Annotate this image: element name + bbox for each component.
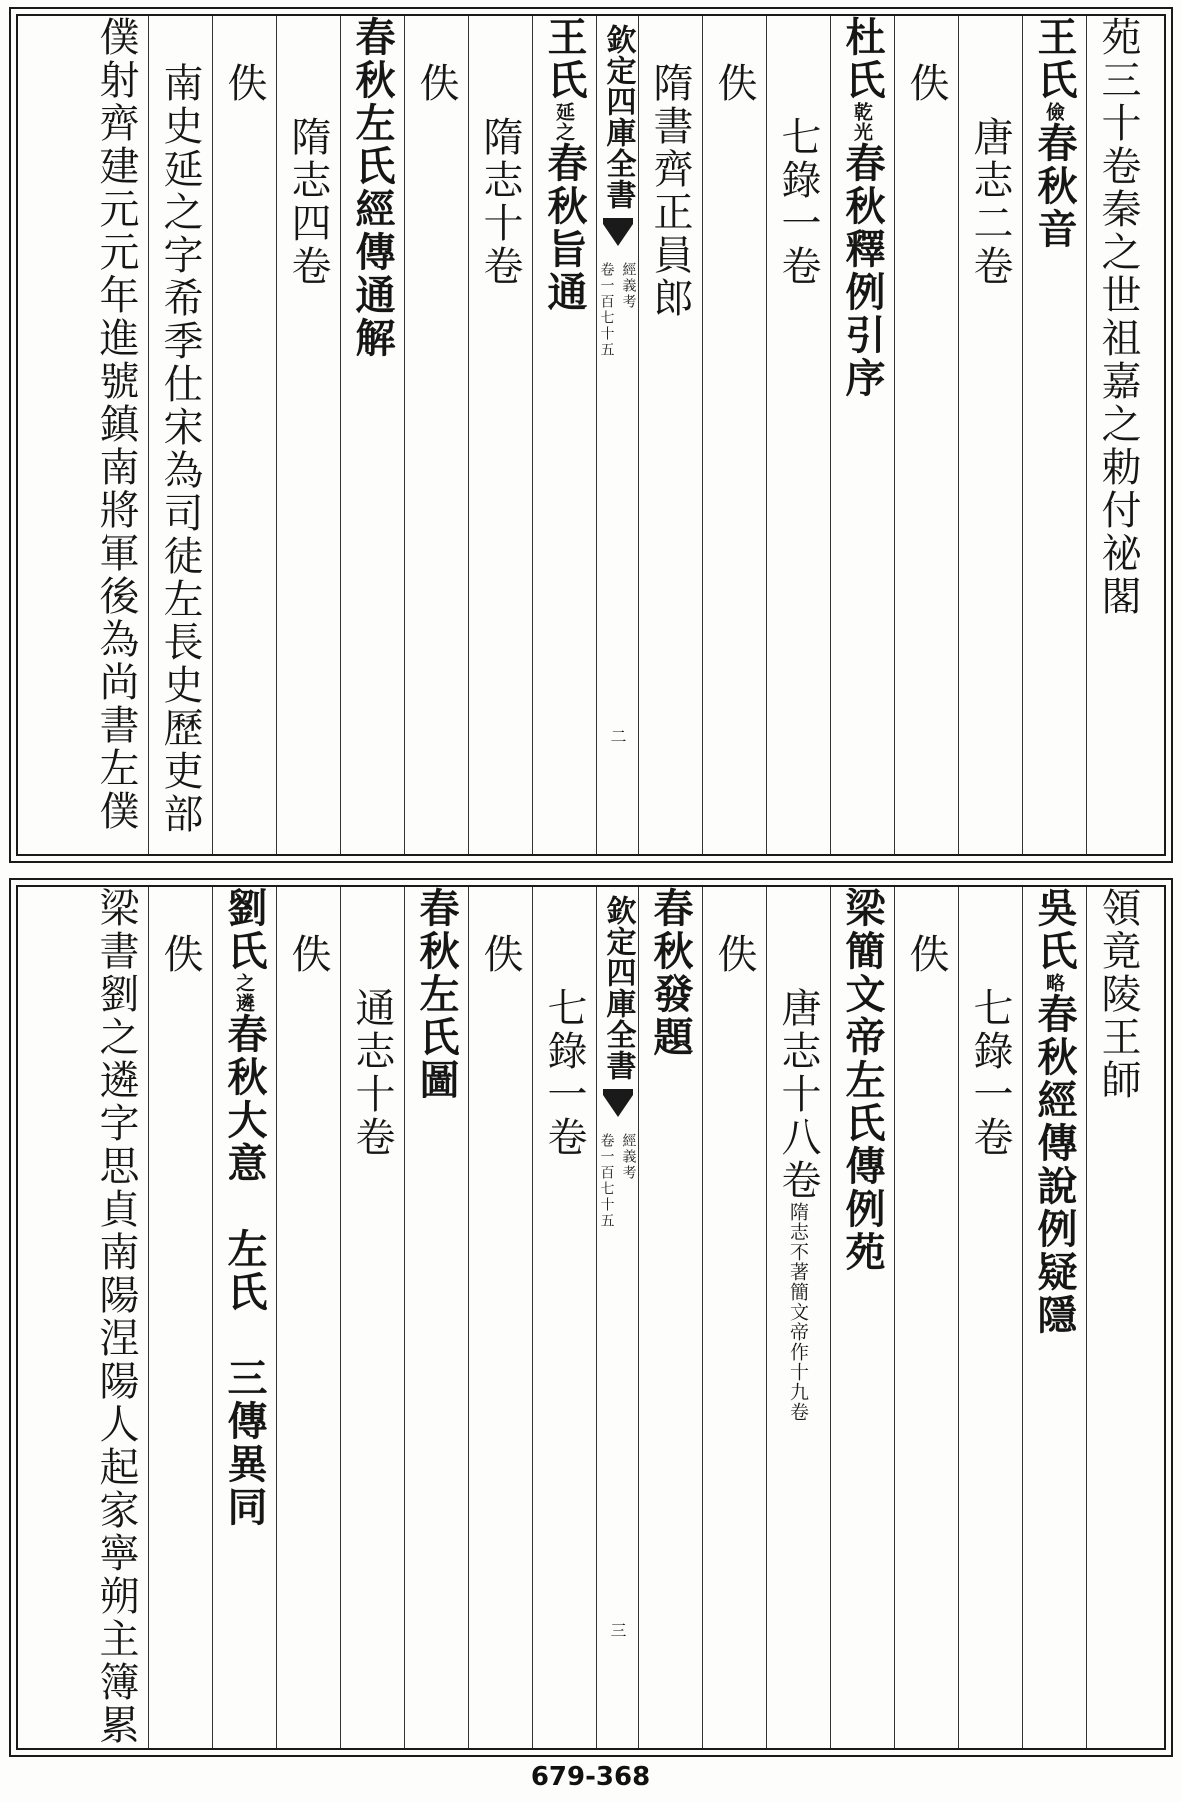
book-reference: 經義考 bbox=[620, 262, 637, 310]
center-fold bbox=[596, 16, 638, 854]
text-column bbox=[766, 16, 830, 854]
column-text: 佚 bbox=[477, 933, 523, 976]
top-page-columns bbox=[18, 16, 1164, 854]
fishtail-mark-icon bbox=[601, 216, 635, 252]
author-name: 杜氏 bbox=[839, 16, 886, 102]
column-text: 唐志十八卷 bbox=[775, 987, 821, 1202]
text-column bbox=[532, 887, 596, 1748]
center-reference bbox=[597, 1133, 639, 1229]
text-column bbox=[958, 887, 1022, 1748]
text-column bbox=[148, 887, 212, 1748]
column-text: 佚 bbox=[903, 933, 949, 976]
title-column bbox=[1022, 16, 1086, 854]
column-text: 隋志十卷 bbox=[477, 116, 523, 288]
text-column bbox=[404, 16, 468, 854]
column-text: 唐志二卷 bbox=[967, 116, 1013, 288]
column-text: 隋志四卷 bbox=[285, 116, 331, 288]
text-column bbox=[638, 16, 702, 854]
column-text: 佚 bbox=[413, 62, 459, 105]
author-note: 延之 bbox=[553, 102, 575, 142]
author-note: 乾光 bbox=[851, 102, 873, 142]
book-title: 春秋旨通 bbox=[541, 142, 588, 314]
column-text: 隋書齊正員郎 bbox=[647, 62, 693, 320]
title-column bbox=[1022, 887, 1086, 1748]
text-column bbox=[84, 887, 148, 1748]
column-text: 佚 bbox=[711, 62, 757, 105]
title-column bbox=[830, 16, 894, 854]
title-column bbox=[532, 16, 596, 854]
book-title: 梁簡文帝左氏傳例苑 bbox=[839, 887, 886, 1274]
column-text: 梁書劉之遴字思貞南陽涅陽人起家寧朔主簿累 bbox=[93, 887, 139, 1747]
fishtail-mark-icon bbox=[601, 1087, 635, 1123]
title-column bbox=[830, 887, 894, 1748]
text-column bbox=[702, 887, 766, 1748]
column-note: 隋志不著簡文帝作十九卷 bbox=[787, 1202, 809, 1422]
book-title: 春秋左氏圖 bbox=[413, 887, 460, 1102]
column-text: 通志十卷 bbox=[349, 987, 395, 1159]
text-column bbox=[1086, 887, 1150, 1748]
text-column bbox=[468, 887, 532, 1748]
author-note: 略 bbox=[1043, 973, 1065, 993]
book-title: 春秋經傳說例疑隱 bbox=[1031, 993, 1078, 1337]
text-column bbox=[276, 887, 340, 1748]
text-column bbox=[148, 16, 212, 854]
title-column bbox=[212, 887, 276, 1748]
column-text: 領竟陵王師 bbox=[1095, 887, 1141, 1102]
author-note: 之遴 bbox=[233, 973, 255, 1013]
column-text: 佚 bbox=[285, 933, 331, 976]
title-column bbox=[638, 887, 702, 1748]
book-title: 春秋大意 左氏 三傳異同 bbox=[221, 1013, 268, 1529]
column-text: 七錄一卷 bbox=[967, 987, 1013, 1159]
folio-number: 二 bbox=[608, 728, 627, 744]
text-column bbox=[1086, 16, 1150, 854]
text-column bbox=[276, 16, 340, 854]
author-name: 王氏 bbox=[541, 16, 588, 102]
folio-number: 三 bbox=[608, 1622, 627, 1638]
text-column bbox=[894, 16, 958, 854]
juan-reference: 卷一百七十五 bbox=[598, 1133, 615, 1229]
author-name: 劉氏 bbox=[221, 887, 268, 973]
column-text: 七錄一卷 bbox=[541, 987, 587, 1159]
column-text: 佚 bbox=[157, 933, 203, 976]
author-name: 王氏 bbox=[1031, 16, 1078, 102]
collection-title: 欽定四庫全書 bbox=[600, 895, 636, 1081]
column-text: 七錄一卷 bbox=[775, 116, 821, 288]
center-fold bbox=[596, 887, 638, 1748]
text-column bbox=[702, 16, 766, 854]
column-text: 僕射齊建元元年進號鎮南將軍後為尚書左僕 bbox=[93, 16, 139, 833]
book-title: 春秋釋例引序 bbox=[839, 142, 886, 400]
margin bbox=[1150, 16, 1164, 854]
text-column bbox=[958, 16, 1022, 854]
page-caption: 679-368 bbox=[530, 1762, 651, 1792]
margin bbox=[1150, 887, 1164, 1748]
text-column bbox=[84, 16, 148, 854]
text-column bbox=[340, 887, 404, 1748]
book-title: 春秋發題 bbox=[647, 887, 694, 1059]
title-column bbox=[404, 887, 468, 1748]
column-text: 苑三十卷秦之世祖嘉之勅付祕閣 bbox=[1095, 16, 1141, 618]
text-column bbox=[766, 887, 830, 1748]
text-column bbox=[468, 16, 532, 854]
author-note: 儉 bbox=[1043, 102, 1065, 122]
collection-title: 欽定四庫全書 bbox=[600, 24, 636, 210]
juan-reference: 卷一百七十五 bbox=[598, 262, 615, 358]
text-column bbox=[212, 16, 276, 854]
bottom-page bbox=[16, 885, 1166, 1750]
column-text: 佚 bbox=[903, 62, 949, 105]
bottom-page-columns bbox=[18, 887, 1164, 1748]
title-column bbox=[340, 16, 404, 854]
column-text: 佚 bbox=[711, 933, 757, 976]
author-name: 吳氏 bbox=[1031, 887, 1078, 973]
column-text: 南史延之字希季仕宋為司徒左長史歷吏部 bbox=[157, 62, 203, 836]
text-column bbox=[894, 887, 958, 1748]
book-title: 春秋左氏經傳通解 bbox=[349, 16, 396, 360]
book-reference: 經義考 bbox=[620, 1133, 637, 1181]
book-title: 春秋音 bbox=[1031, 122, 1078, 251]
top-page bbox=[16, 14, 1166, 856]
center-reference bbox=[597, 262, 639, 358]
column-text: 佚 bbox=[221, 62, 267, 105]
